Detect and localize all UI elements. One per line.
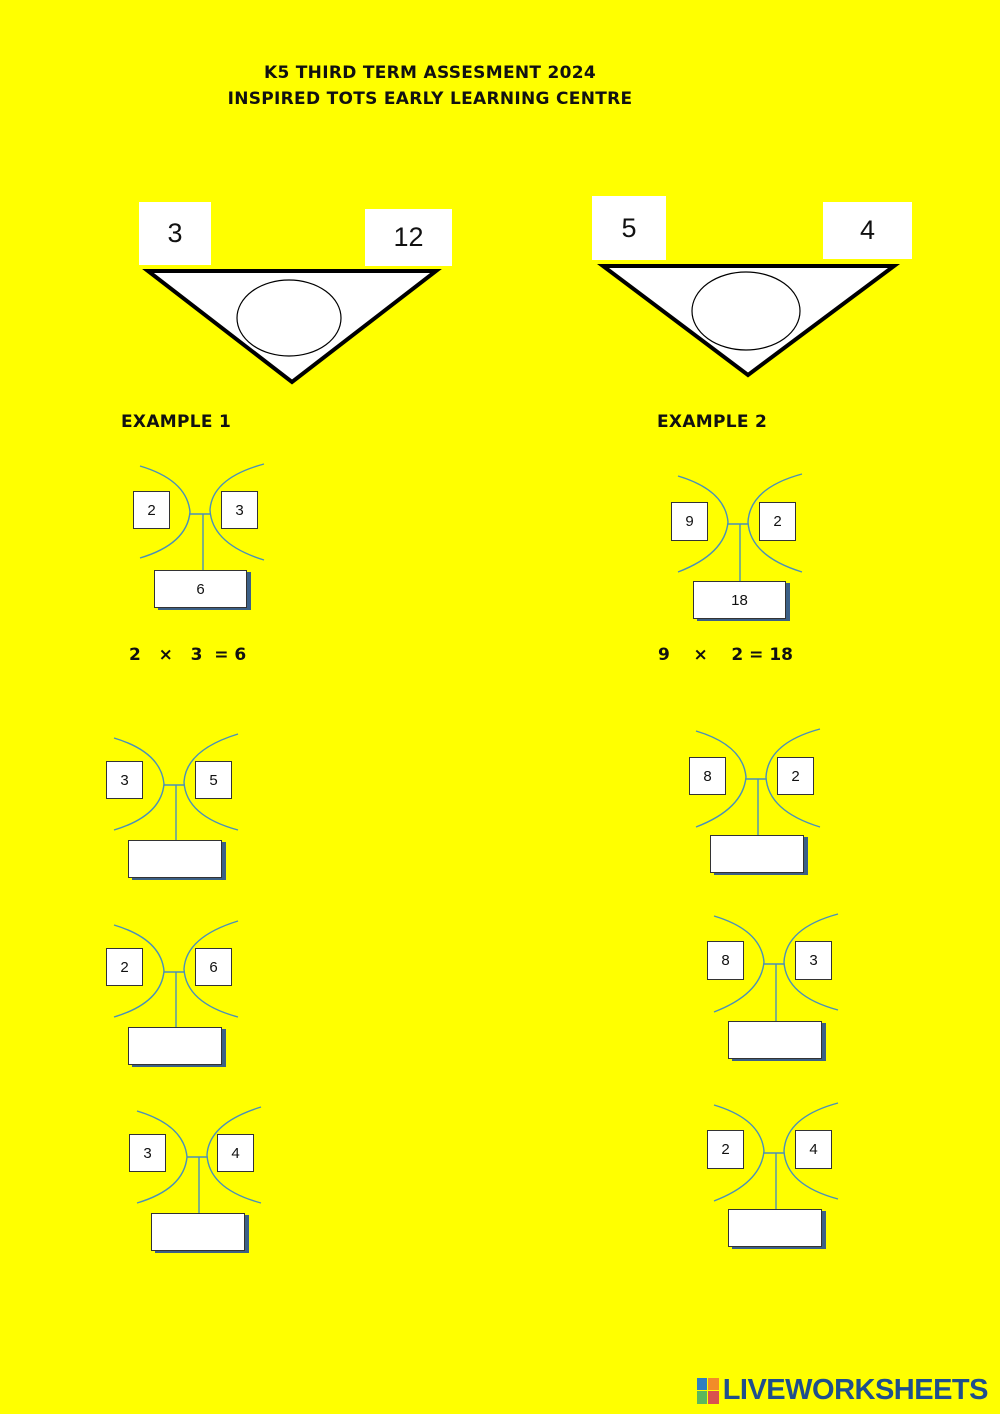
triangle-left-number: 5	[592, 196, 666, 260]
triangle-right-number: 12	[365, 209, 452, 266]
factor-b: 3	[795, 941, 832, 980]
example-1-label: EXAMPLE 1	[121, 412, 232, 432]
answer-box[interactable]	[728, 1021, 822, 1059]
factor-b: 4	[217, 1134, 254, 1172]
liveworksheets-logo	[697, 1374, 988, 1407]
factor-tree-example-1	[132, 462, 272, 612]
answer-box[interactable]	[151, 1213, 245, 1251]
factor-tree-problem-2	[688, 727, 828, 877]
school-name: INSPIRED TOTS EARLY LEARNING CENTRE	[227, 89, 633, 109]
factor-b: 6	[195, 948, 232, 986]
answer-box[interactable]	[128, 1027, 222, 1065]
answer-box[interactable]	[728, 1209, 822, 1247]
factor-a: 2	[133, 491, 170, 529]
factor-tree-problem-5	[129, 1105, 269, 1255]
factor-tree-problem-6	[706, 1101, 846, 1251]
answer-input[interactable]	[129, 840, 221, 878]
example-1-equation: 2 × 3 = 6	[129, 645, 247, 665]
factor-b: 4	[795, 1130, 832, 1169]
answer-input[interactable]	[711, 835, 803, 873]
factor-b: 2	[759, 502, 796, 541]
answer-input[interactable]	[729, 1209, 821, 1247]
factor-tree-problem-3	[106, 919, 246, 1069]
triangle-right-number: 4	[823, 202, 912, 259]
product-box: 18	[693, 581, 786, 619]
answer-input[interactable]	[129, 1027, 221, 1065]
factor-a: 8	[689, 757, 726, 795]
factor-b: 5	[195, 761, 232, 799]
answer-box[interactable]	[710, 835, 804, 873]
worksheet-title: K5 THIRD TERM ASSESMENT 2024	[263, 63, 597, 83]
example-2-label: EXAMPLE 2	[657, 412, 768, 432]
factor-tree-example-2	[670, 472, 810, 622]
triangle-shape	[140, 262, 445, 390]
product-box: 6	[154, 570, 247, 608]
answer-box[interactable]	[128, 840, 222, 878]
factor-a: 8	[707, 941, 744, 980]
answer-input[interactable]	[152, 1213, 244, 1251]
factor-a: 2	[707, 1130, 744, 1169]
factor-a: 9	[671, 502, 708, 541]
factor-a: 2	[106, 948, 143, 986]
triangle-shape	[595, 257, 905, 382]
factor-tree-problem-4	[706, 912, 846, 1062]
example-2-equation: 9 × 2 = 18	[658, 645, 793, 665]
triangle-left-number: 3	[139, 202, 211, 265]
factor-a: 3	[129, 1134, 166, 1172]
factor-b: 2	[777, 757, 814, 795]
brand-name: LIVEWORKSHEETS	[722, 1374, 988, 1406]
factor-b: 3	[221, 491, 258, 529]
answer-input[interactable]	[729, 1021, 821, 1059]
factor-a: 3	[106, 761, 143, 799]
factor-tree-problem-1	[106, 732, 246, 882]
liveworksheets-icon	[697, 1378, 719, 1404]
